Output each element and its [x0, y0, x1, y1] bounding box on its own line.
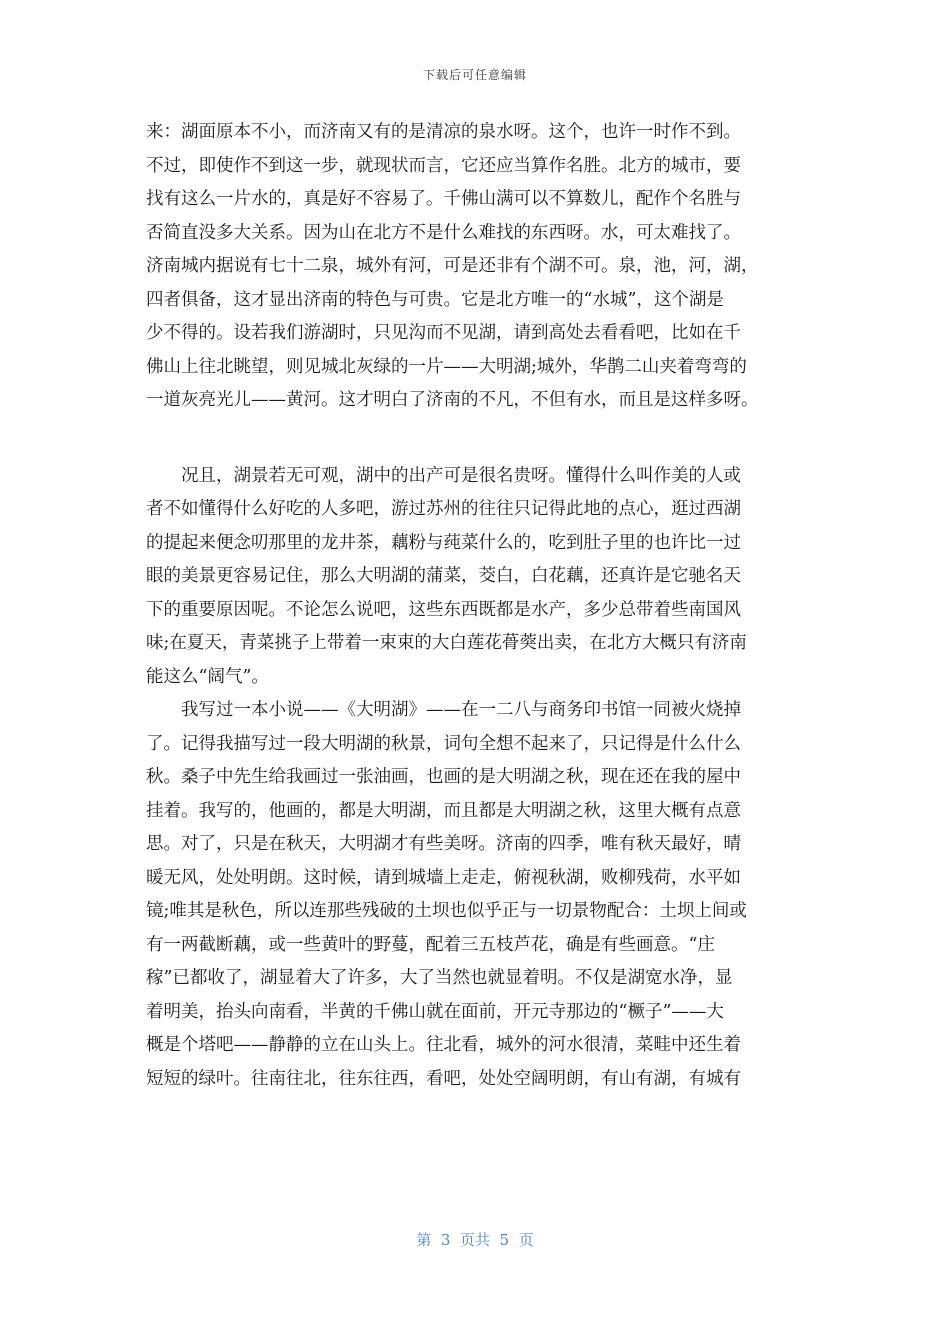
- text-line: 概是个塔吧——静静的立在山头上。往北看，城外的河水很清，菜畦中还生着: [146, 1035, 741, 1055]
- text-line: 能这么“阔气”。: [146, 666, 269, 687]
- text-line: 短短的绿叶。往南往北，往东往西，看吧，处处空阔明朗，有山有湖，有城有: [146, 1068, 741, 1089]
- text-line: 找有这么一片水的，真是好不容易了。千佛山满可以不算数儿，配作个名胜与: [146, 189, 741, 209]
- text-line: 了。记得我描写过一段大明湖的秋景，词句全想不起来了，只记得是什么什么: [146, 733, 741, 754]
- text-line: 眼的美景更容易记住，那么大明湖的蒲菜，茭白，白花藕，还真许是它驰名天: [146, 566, 741, 586]
- text-line: 我写过一本小说——《大明湖》——在一二八与商务印书馆一同被火烧掉: [146, 700, 741, 720]
- text-line: 佛山上往北眺望，则见城北灰绿的一片——大明湖;城外，华鹊二山夹着弯弯的: [146, 356, 747, 377]
- text-line: 少不得的。设若我们游湖时，只见沟而不见湖，请到高处去看看吧，比如在千: [146, 323, 741, 343]
- text-line: 一道灰亮光儿——黄河。这才明白了济南的不凡，不但有水，而且是这样多呀。: [146, 390, 759, 410]
- text-line: 着明美，抬头向南看，半黄的千佛山就在面前，开元寺那边的“橛子”——大: [146, 1001, 724, 1022]
- text-line: 者不如懂得什么好吃的人多吧，游过苏州的往往只记得此地的点心，逛过西湖: [146, 499, 741, 519]
- text-line: 镜;唯其是秋色，所以连那些残破的土坝也似乎正与一切景物配合：土坝上间或: [146, 901, 747, 921]
- text-line: 不过，即使作不到这一步，就现状而言，它还应当算作名胜。北方的城市，要: [146, 155, 741, 176]
- page-header: 下载后可任意编辑: [422, 68, 527, 82]
- text-line: 味;在夏天，青菜挑子上带着一束束的大白莲花蓇葖出卖，在北方大概只有济南: [146, 633, 747, 653]
- text-line: 否简直没多大关系。因为山在北方不是什么难找的东西呀。水，可太难找了。: [146, 222, 741, 243]
- document-body: [146, 116, 806, 1096]
- text-line: 有一两截断藕，或一些黄叶的野蔓，配着三五枝芦花，确是有些画意。“庄: [146, 934, 715, 955]
- paragraph: [146, 116, 806, 418]
- text-line: 的提起来便念叨那里的龙井茶，藕粉与莼菜什么的，吃到肚子里的也许比一过: [146, 532, 741, 553]
- text-line: 暖无风，处处明朗。这时候，请到城墙上走走，俯视秋湖，败柳残荷，水平如: [146, 867, 741, 888]
- text-line: 况且，湖景若无可观，湖中的出产可是很名贵呀。懂得什么叫作美的人或: [146, 465, 741, 486]
- text-line: 挂着。我写的，他画的，都是大明湖，而且都是大明湖之秋，这里大概有点意: [146, 800, 741, 821]
- text-line: 秋。桑子中先生给我画过一张油画，也画的是大明湖之秋，现在还在我的屋中: [146, 767, 741, 787]
- paragraph: [146, 694, 806, 1096]
- text-line: 思。对了，只是在秋天，大明湖才有些美呀。济南的四季，唯有秋天最好，晴: [146, 834, 741, 854]
- text-line: 来：湖面原本不小，而济南又有的是清凉的泉水呀。这个，也许一时作不到。: [146, 122, 741, 142]
- text-line: 稼”已都收了，湖显着大了许多，大了当然也就显着明。不仅是湖宽水净，显: [146, 968, 733, 988]
- paragraph: [146, 460, 806, 695]
- page-footer: 第 3 页共 5 页: [416, 1231, 534, 1249]
- text-line: 四者俱备，这才显出济南的特色与可贵。它是北方唯一的“水城”，这个湖是: [146, 289, 724, 310]
- paragraph-gap: [146, 418, 806, 460]
- text-line: 下的重要原因呢。不论怎么说吧，这些东西既都是水产，多少总带着些南国风: [146, 599, 741, 620]
- text-line: 济南城内据说有七十二泉，城外有河，可是还非有个湖不可。泉，池，河，湖，: [146, 256, 759, 276]
